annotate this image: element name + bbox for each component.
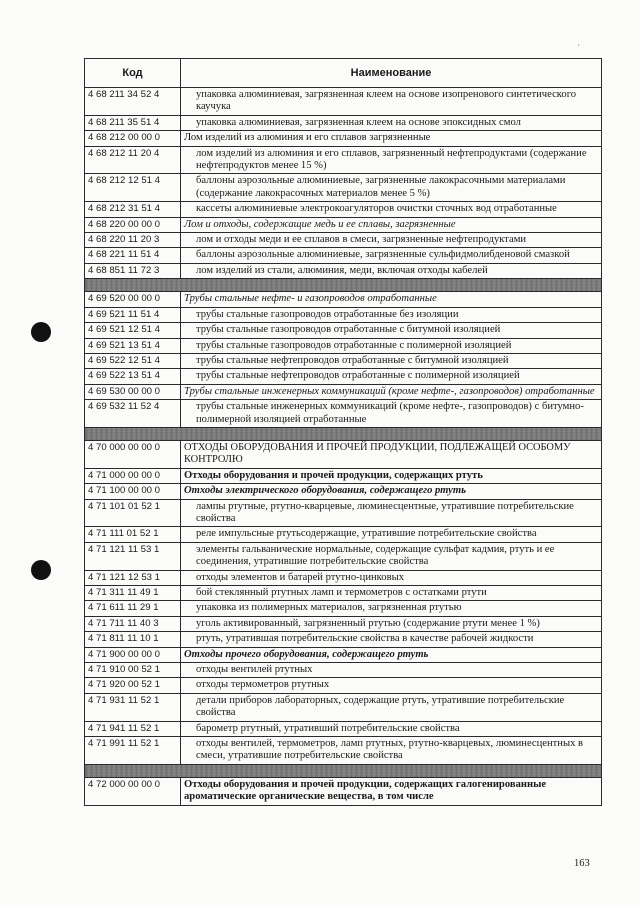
name-text: Трубы стальные инженерных коммуникаций (кроме нефте-, газопроводов) отработанные (184, 385, 595, 397)
code-cell: 4 71 991 11 52 1 (85, 737, 181, 765)
column-header-code: Код (85, 59, 181, 88)
name-cell (181, 721, 602, 736)
table-row (85, 307, 602, 322)
name-text: трубы стальные нефтепроводов отработанные с битумной изоляцией (196, 354, 509, 366)
code-cell: 4 71 931 11 52 1 (85, 693, 181, 721)
section-separator (85, 279, 602, 292)
name-text: отходы вентилей, термометров, ламп ртутных, ртутно-кварцевых, люминесцентных в смеси, утратившие потребительские свойства (196, 738, 584, 762)
code-cell: 4 71 121 11 53 1 (85, 542, 181, 570)
name-cell (181, 527, 602, 542)
code-cell: 4 71 311 11 49 1 (85, 586, 181, 601)
table-row (85, 323, 602, 338)
code-cell: 4 68 211 34 52 4 (85, 88, 181, 116)
code-cell: 4 69 521 11 51 4 (85, 307, 181, 322)
code-cell: 4 68 220 11 20 3 (85, 233, 181, 248)
name-cell (181, 616, 602, 631)
table-row (85, 468, 602, 483)
code-cell: 4 68 212 31 51 4 (85, 202, 181, 217)
table-row (85, 693, 602, 721)
code-cell: 4 69 521 12 51 4 (85, 323, 181, 338)
table-row (85, 647, 602, 662)
name-cell (181, 647, 602, 662)
code-cell: 4 68 211 35 51 4 (85, 115, 181, 130)
name-text: ртуть, утратившая потребительские свойства в качестве рабочей жидкости (196, 633, 534, 645)
table-row (85, 217, 602, 232)
name-cell (181, 542, 602, 570)
table-row (85, 542, 602, 570)
name-cell (181, 484, 602, 499)
table-row (85, 263, 602, 278)
separator-band (85, 764, 602, 777)
table-row (85, 678, 602, 693)
table-row (85, 484, 602, 499)
table-row (85, 721, 602, 736)
code-cell: 4 71 920 00 52 1 (85, 678, 181, 693)
name-cell (181, 146, 602, 174)
page-number: 163 (574, 858, 590, 869)
name-text: Отходы прочего оборудования, содержащего ртуть (184, 648, 429, 660)
name-text: упаковка алюминиевая, загрязненная клеем на основе эпоксидных смол (196, 116, 521, 128)
column-header-name: Наименование (181, 59, 602, 88)
table-row (85, 400, 602, 428)
separator-band (85, 427, 602, 440)
code-cell: 4 71 121 12 53 1 (85, 570, 181, 585)
code-cell: 4 71 611 11 29 1 (85, 601, 181, 616)
name-cell (181, 307, 602, 322)
name-cell (181, 678, 602, 693)
code-cell: 4 68 221 11 51 4 (85, 248, 181, 263)
table-row (85, 369, 602, 384)
table-row (85, 499, 602, 527)
name-text: лом и отходы меди и ее сплавов в смеси, загрязненные нефтепродуктами (196, 234, 527, 246)
name-cell (181, 233, 602, 248)
code-cell: 4 68 851 11 72 3 (85, 263, 181, 278)
table-row (85, 777, 602, 805)
name-cell (181, 174, 602, 202)
name-cell (181, 693, 602, 721)
code-cell: 4 69 532 11 52 4 (85, 400, 181, 428)
table-row (85, 146, 602, 174)
code-cell: 4 68 220 00 00 0 (85, 217, 181, 232)
name-text: Трубы стальные нефте- и газопроводов отработанные (184, 293, 437, 305)
code-cell: 4 69 521 13 51 4 (85, 338, 181, 353)
section-separator (85, 764, 602, 777)
name-text: лом изделий из алюминия и его сплавов, загрязненный нефтепродуктами (содержание нефтепродуктов менее 15 %) (196, 147, 587, 172)
name-text: отходы вентилей ртутных (196, 664, 313, 676)
code-cell: 4 71 100 00 00 0 (85, 484, 181, 499)
table-row (85, 88, 602, 116)
name-text: реле импульсные ртутьсодержащие, утратившие потребительские свойства (196, 528, 537, 540)
table-row (85, 202, 602, 217)
name-text: Отходы оборудования и прочей продукции, содержащих галогенированные ароматические органические вещества, в том числе (184, 778, 547, 803)
table-row (85, 174, 602, 202)
name-cell (181, 263, 602, 278)
table-row (85, 353, 602, 368)
code-cell: 4 71 711 11 40 3 (85, 616, 181, 631)
name-text: Отходы электрического оборудования, содержащего ртуть (184, 485, 466, 497)
code-cell: 4 69 520 00 00 0 (85, 292, 181, 307)
punch-hole-lower (31, 560, 51, 580)
name-cell (181, 440, 602, 468)
name-text: трубы стальные газопроводов отработанные с битумной изоляцией (196, 324, 501, 336)
table-row (85, 527, 602, 542)
name-cell (181, 131, 602, 146)
name-cell (181, 777, 602, 805)
name-text: трубы стальные нефтепроводов отработанные с полимерной изоляцией (196, 370, 520, 382)
name-cell (181, 369, 602, 384)
table-row (85, 440, 602, 468)
table-row (85, 115, 602, 130)
table-row (85, 632, 602, 647)
name-cell (181, 586, 602, 601)
table-row (85, 616, 602, 631)
name-text: отходы элементов и батарей ртутно-цинковых (196, 571, 404, 583)
name-cell (181, 737, 602, 765)
table-row (85, 233, 602, 248)
code-cell: 4 72 000 00 00 0 (85, 777, 181, 805)
table-row (85, 248, 602, 263)
table-row (85, 601, 602, 616)
name-cell (181, 248, 602, 263)
name-text: кассеты алюминиевые электрокоагуляторов очистки сточных вод отработанные (196, 203, 557, 215)
name-text: Отходы оборудования и прочей продукции, содержащих ртуть (184, 469, 483, 481)
code-cell: 4 69 522 13 51 4 (85, 369, 181, 384)
name-cell (181, 115, 602, 130)
table-header (85, 59, 602, 88)
table-row (85, 131, 602, 146)
name-text: бой стеклянный ртутных ламп и термометров с остатками ртути (196, 587, 487, 598)
table-row (85, 292, 602, 307)
name-cell (181, 570, 602, 585)
name-cell (181, 202, 602, 217)
code-cell: 4 71 101 01 52 1 (85, 499, 181, 527)
code-cell: 4 71 910 00 52 1 (85, 663, 181, 678)
name-text: трубы стальные инженерных коммуникаций (кроме нефте-, газопроводов) с битумно-полимерной изоляцией отработанные (196, 401, 584, 425)
name-cell (181, 88, 602, 116)
name-text: лом изделий из стали, алюминия, меди, включая отходы кабелей (196, 264, 488, 276)
code-cell: 4 69 522 12 51 4 (85, 353, 181, 368)
waste-code-table (84, 58, 602, 806)
name-text: отходы термометров ртутных (196, 679, 330, 691)
table-row (85, 338, 602, 353)
name-text: баллоны аэрозольные алюминиевые, загрязненные лакокрасочными материалами (содержание лакокрасочных материалов менее 5 %) (196, 175, 566, 199)
name-text: трубы стальные газопроводов отработанные с полимерной изоляцией (196, 339, 512, 351)
code-cell: 4 69 530 00 00 0 (85, 384, 181, 399)
name-cell (181, 632, 602, 647)
name-cell (181, 400, 602, 428)
name-cell (181, 663, 602, 678)
name-cell (181, 338, 602, 353)
table-row (85, 663, 602, 678)
name-text: детали приборов лабораторных, содержащие ртуть, утратившие потребительские свойства (196, 694, 565, 719)
name-cell (181, 601, 602, 616)
name-text: барометр ртутный, утративший потребительские свойства (196, 722, 460, 734)
table-row (85, 737, 602, 765)
punch-hole-upper (31, 322, 51, 342)
name-text: лампы ртутные, ртутно-кварцевые, люминесцентные, утратившие потребительские свойства (196, 500, 574, 524)
name-cell (181, 499, 602, 527)
name-text: уголь активированный, загрязненный ртутью (содержание ртути менее 1 %) (196, 617, 540, 629)
section-separator (85, 427, 602, 440)
code-cell: 4 68 212 00 00 0 (85, 131, 181, 146)
name-text: упаковка из полимерных материалов, загрязненная ртутью (196, 602, 462, 614)
name-text: Лом и отходы, содержащие медь и ее сплавы, загрязненные (184, 218, 456, 230)
table-row (85, 586, 602, 601)
name-cell (181, 323, 602, 338)
code-cell: 4 71 941 11 52 1 (85, 721, 181, 736)
name-text: упаковка алюминиевая, загрязненная клеем на основе изопренового синтетического каучука (196, 89, 577, 113)
name-cell (181, 292, 602, 307)
table-row (85, 384, 602, 399)
name-text: ОТХОДЫ ОБОРУДОВАНИЯ И ПРОЧЕЙ ПРОДУКЦИИ, ПОДЛЕЖАЩЕЙ ОСОБОМУ КОНТРОЛЮ (184, 441, 571, 466)
name-cell (181, 353, 602, 368)
scan-mark: · (577, 40, 580, 50)
separator-band (85, 279, 602, 292)
code-cell: 4 71 900 00 00 0 (85, 647, 181, 662)
table-body (85, 88, 602, 806)
code-cell: 4 71 000 00 00 0 (85, 468, 181, 483)
code-cell: 4 68 212 12 51 4 (85, 174, 181, 202)
name-cell (181, 384, 602, 399)
code-cell: 4 71 111 01 52 1 (85, 527, 181, 542)
table-row (85, 570, 602, 585)
name-text: Лом изделий из алюминия и его сплавов загрязненные (184, 132, 431, 144)
name-text: баллоны аэрозольные алюминиевые, загрязненные сульфидмолибденовой смазкой (196, 249, 570, 261)
name-text: трубы стальные газопроводов отработанные без изоляции (196, 308, 459, 320)
name-text: элементы гальванические нормальные, содержащие сульфат кадмия, ртуть и ее соединения, утратившие потребительские свойства (196, 543, 555, 568)
name-cell (181, 468, 602, 483)
code-cell: 4 71 811 11 10 1 (85, 632, 181, 647)
code-cell: 4 70 000 00 00 0 (85, 440, 181, 468)
code-cell: 4 68 212 11 20 4 (85, 146, 181, 174)
name-cell (181, 217, 602, 232)
